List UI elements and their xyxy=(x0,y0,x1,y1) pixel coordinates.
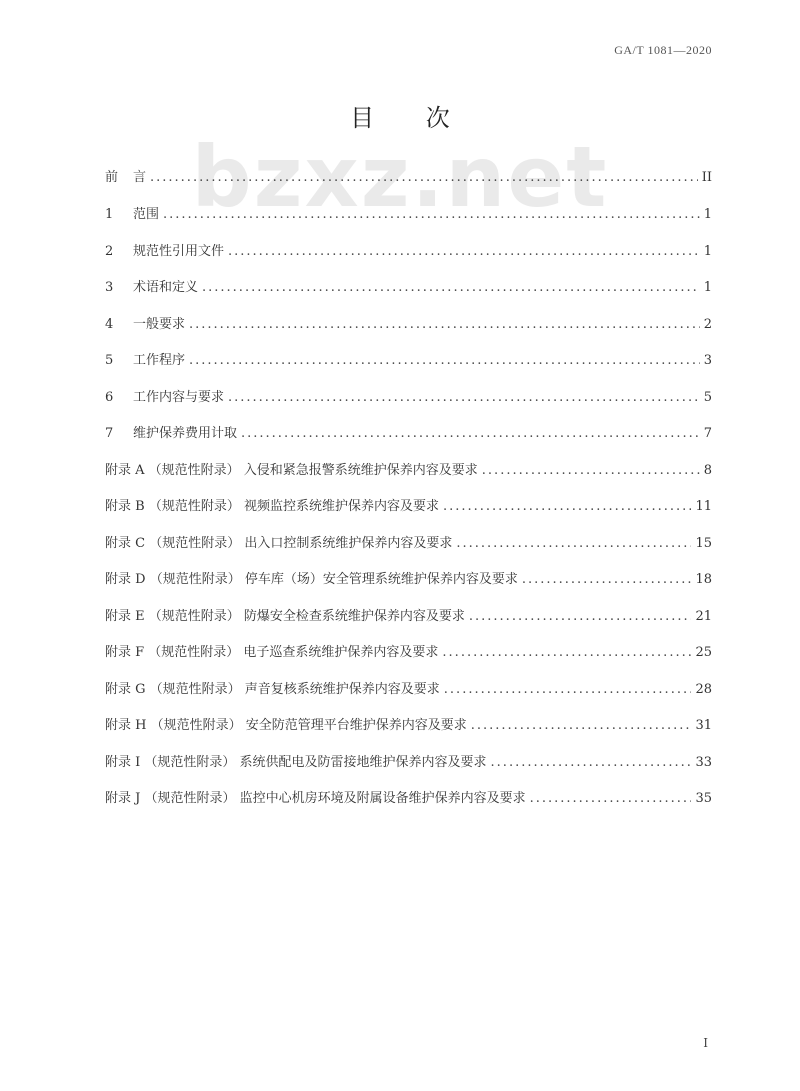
toc-page-number: 33 xyxy=(695,755,712,770)
toc-number: 1 xyxy=(105,207,114,222)
page-title: 目 次 xyxy=(350,104,472,132)
toc-leader-dots xyxy=(456,536,691,551)
toc-leader-dots xyxy=(444,682,692,697)
toc-label: 言 xyxy=(133,170,147,185)
toc-label: 附录 I （规范性附录） 系统供配电及防雷接地维护保养内容及要求 xyxy=(105,755,487,770)
toc-page-number: II xyxy=(701,170,712,185)
toc-page-number: 11 xyxy=(695,499,712,514)
toc-label: 附录 B （规范性附录） 视频监控系统维护保养内容及要求 xyxy=(105,499,439,514)
toc-page-number: 1 xyxy=(703,244,712,259)
toc-entry[interactable] xyxy=(105,203,712,223)
toc-entry-annex-g[interactable] xyxy=(105,678,712,698)
toc-page-number: 1 xyxy=(703,207,712,222)
toc-page-number: 25 xyxy=(695,645,712,660)
toc-label: 规范性引用文件 xyxy=(133,244,225,259)
toc-entry-annex-j[interactable] xyxy=(105,787,712,807)
toc-label: 工作内容与要求 xyxy=(133,390,225,405)
toc-label: 附录 H （规范性附录） 安全防范管理平台维护保养内容及要求 xyxy=(105,718,467,733)
toc-entry-annex-d[interactable] xyxy=(105,568,712,588)
toc-leader-dots xyxy=(471,718,692,733)
toc-label: 术语和定义 xyxy=(133,280,199,295)
toc-page-number: 18 xyxy=(695,572,712,587)
toc-entry[interactable] xyxy=(105,422,712,442)
toc-leader-dots xyxy=(469,609,692,624)
toc-number: 7 xyxy=(105,426,114,441)
toc-label: 附录 D （规范性附录） 停车库（场）安全管理系统维护保养内容及要求 xyxy=(105,572,518,587)
toc-number: 6 xyxy=(105,390,114,405)
toc-leader-dots xyxy=(442,645,691,660)
toc-entry[interactable] xyxy=(105,349,712,369)
toc-entry-annex-c[interactable] xyxy=(105,532,712,552)
toc-label: 附录 G （规范性附录） 声音复核系统维护保养内容及要求 xyxy=(105,682,440,697)
toc-leader-dots xyxy=(522,572,692,587)
toc-label: 维护保养费用计取 xyxy=(133,426,238,441)
toc-leader-dots xyxy=(530,791,692,806)
toc-number: 4 xyxy=(105,317,114,332)
toc-entry-annex-b[interactable] xyxy=(105,495,712,515)
toc-label: 附录 A （规范性附录） 入侵和紧急报警系统维护保养内容及要求 xyxy=(105,463,478,478)
toc-page-number: 31 xyxy=(695,718,712,733)
toc-page-number: 15 xyxy=(695,536,712,551)
toc-leader-dots xyxy=(241,426,700,441)
toc-entry-annex-e[interactable] xyxy=(105,605,712,625)
toc-label: 工作程序 xyxy=(133,353,186,368)
toc-page-number: 35 xyxy=(695,791,712,806)
toc-leader-dots xyxy=(163,207,700,222)
toc-leader-dots xyxy=(443,499,692,514)
toc-leader-dots xyxy=(189,353,700,368)
toc-entry[interactable] xyxy=(105,386,712,406)
toc-number: 3 xyxy=(105,280,114,295)
toc-entry-annex-i[interactable] xyxy=(105,751,712,771)
toc-page-number: 8 xyxy=(703,463,712,478)
toc-entry-annex-a[interactable] xyxy=(105,459,712,479)
toc-entry-annex-f[interactable] xyxy=(105,641,712,661)
toc-entry[interactable] xyxy=(105,313,712,333)
toc-leader-dots xyxy=(202,280,700,295)
toc-page-number: 2 xyxy=(703,317,712,332)
toc-number: 2 xyxy=(105,244,114,259)
toc-entry[interactable] xyxy=(105,276,712,296)
toc-leader-dots xyxy=(228,390,700,405)
toc-number: 前 xyxy=(105,170,119,185)
toc-page-number: 5 xyxy=(703,390,712,405)
document-code: GA/T 1081—2020 xyxy=(614,43,712,57)
toc-entry-annex-h[interactable] xyxy=(105,714,712,734)
toc-label: 范围 xyxy=(133,207,160,222)
toc-leader-dots xyxy=(228,244,700,259)
toc-label: 附录 E （规范性附录） 防爆安全检查系统维护保养内容及要求 xyxy=(105,609,465,624)
toc-label: 附录 F （规范性附录） 电子巡查系统维护保养内容及要求 xyxy=(105,645,439,660)
toc-leader-dots xyxy=(482,463,700,478)
toc-leader-dots xyxy=(189,317,700,332)
toc-number: 5 xyxy=(105,353,114,368)
toc-page-number: 21 xyxy=(695,609,712,624)
toc-page-number: 7 xyxy=(703,426,712,441)
toc-page-number: 28 xyxy=(695,682,712,697)
toc-page-number: 3 xyxy=(703,353,712,368)
toc-label: 附录 C （规范性附录） 出入口控制系统维护保养内容及要求 xyxy=(105,536,453,551)
page-number: I xyxy=(703,1036,708,1050)
toc-leader-dots xyxy=(150,170,698,185)
toc-entry[interactable] xyxy=(105,240,712,260)
toc-page-number: 1 xyxy=(703,280,712,295)
toc-leader-dots xyxy=(491,755,692,770)
toc-entry[interactable] xyxy=(105,166,712,186)
toc-label: 一般要求 xyxy=(133,317,186,332)
toc-label: 附录 J （规范性附录） 监控中心机房环境及附属设备维护保养内容及要求 xyxy=(105,791,526,806)
watermark: bzxz.net xyxy=(191,128,609,226)
